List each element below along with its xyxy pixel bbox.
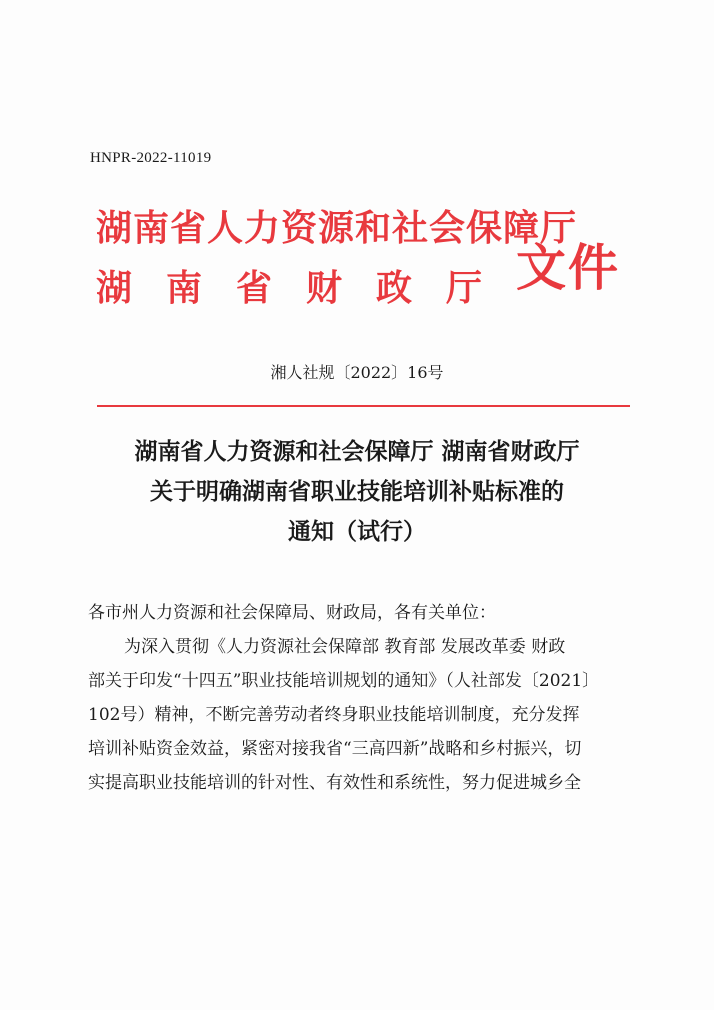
issuer-name-line-1: 湖南省人力资源和社会保障厅	[96, 208, 578, 249]
paragraph-line-2: 部关于印发“十四五”职业技能培训规划的通知》（人社部发〔2021〕	[88, 671, 600, 691]
document-title	[0, 432, 714, 552]
paragraph-line-5: 实提高职业技能培训的针对性、有效性和系统性，努力促进城乡全	[88, 773, 581, 793]
salutation: 各市州人力资源和社会保障局、财政局，各有关单位：	[88, 603, 496, 623]
issuer-name-line-2: 湖南省财政厅	[96, 268, 517, 309]
title-line-3: 通知（试行）	[288, 519, 426, 545]
red-divider-line	[97, 405, 630, 407]
title-line-2: 关于明确湖南省职业技能培训补贴标准的	[150, 479, 564, 505]
title-line-1: 湖南省人力资源和社会保障厅 湖南省财政厅	[134, 439, 580, 465]
document-type-label: 文件	[516, 239, 620, 297]
issuer-header	[96, 200, 636, 320]
file-code: 湘人社规〔2022〕16号	[270, 363, 444, 382]
document-number: HNPR-2022-11019	[90, 150, 212, 166]
paragraph-line-1: 为深入贯彻《人力资源社会保障部 教育部 发展改革委 财政	[124, 637, 566, 657]
paragraph-line-4: 培训补贴资金效益，紧密对接我省“三高四新”战略和乡村振兴，切	[88, 739, 582, 759]
paragraph-line-3: 102号）精神，不断完善劳动者终身职业技能培训制度，充分发挥	[88, 705, 580, 725]
document-body	[88, 596, 648, 800]
